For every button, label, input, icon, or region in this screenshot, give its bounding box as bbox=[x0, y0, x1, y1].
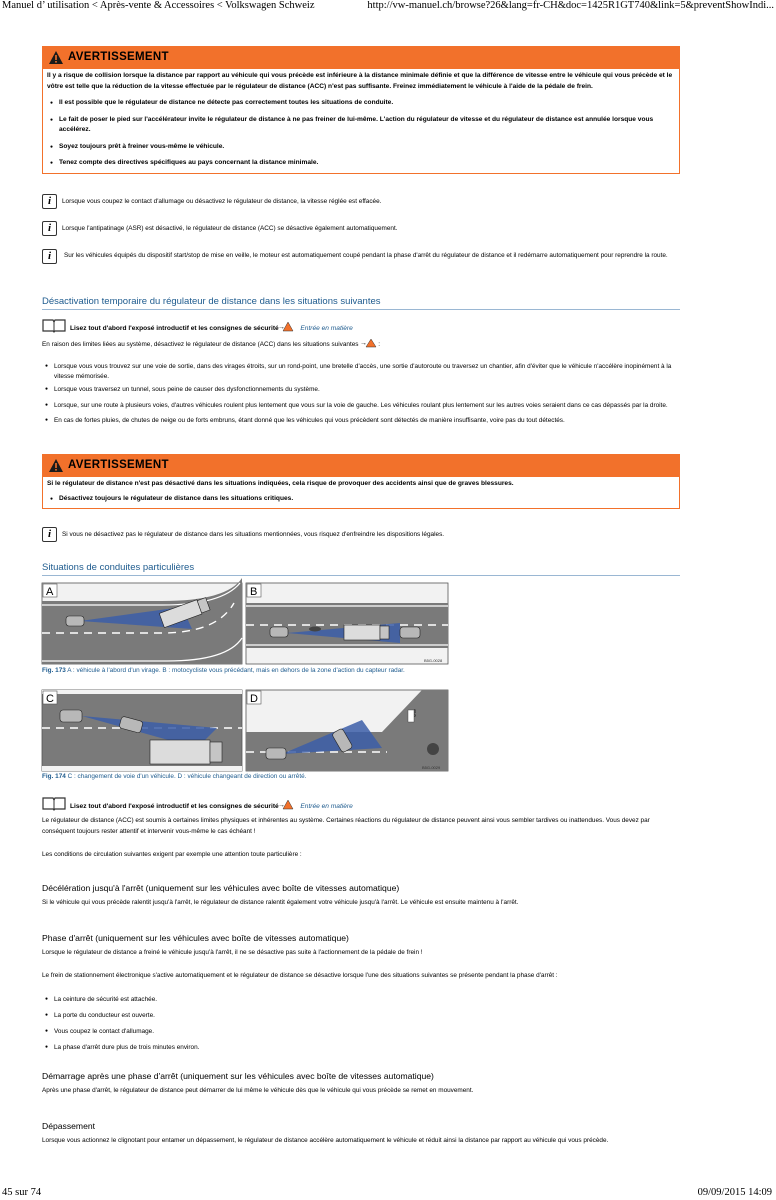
info-note bbox=[42, 194, 682, 208]
print-footer bbox=[0, 1186, 776, 1200]
list-item: ● La ceinture de sécurité est attachée. bbox=[42, 995, 682, 1005]
svg-text:→: → bbox=[277, 324, 285, 331]
list-item: ● Lorsque, sur une route à plusieurs voies, d'autres véhicules roulent plus lentement que vous sur la voie de gauche. Les véhicules roulant plus lentement sur les autres voies seraient dans ce cas dépassés par la droite. bbox=[42, 401, 682, 411]
list-item: ● Lorsque vous traversez un tunnel, sous peine de causer des dysfonctionnements du système. bbox=[42, 385, 682, 395]
figure-number: Fig. 174 bbox=[42, 773, 66, 780]
intro-link[interactable]: Entrée en matière bbox=[300, 325, 353, 332]
warning-title: AVERTISSEMENT bbox=[68, 459, 169, 471]
list-item: ● En cas de fortes pluies, de chutes de neige ou de forts embruns, étant donné que les véhicules qui vous précèdent sont détectés de manière insuffisante, voire pas du tout détectés. bbox=[42, 416, 682, 426]
paragraph: Si le véhicule qui vous précède ralentit jusqu'à l'arrêt, le régulateur de distance ralentit également votre véhicule jusqu'à l'arrêt. Le véhicule est ensuite maintenu à l'arrêt. bbox=[42, 899, 519, 906]
paragraph-text: En raison des limites liées au système, désactivez le régulateur de distance (ACC) dans les situations suivantes bbox=[42, 341, 359, 348]
panel-label: B bbox=[250, 586, 258, 598]
warning-box bbox=[42, 454, 680, 509]
figure-code: B5G-0028 bbox=[424, 658, 443, 663]
warning-triangle-icon bbox=[48, 458, 64, 473]
figure-caption-text: A : véhicule à l'abord d'un virage. B : motocycliste vous précédant, mais en dehors de la zone d'action du capteur radar. bbox=[67, 667, 405, 674]
stop-sign-label: STOP bbox=[413, 708, 417, 717]
warning-item: ● Soyez toujours prêt à freiner vous-même le véhicule. bbox=[47, 142, 675, 153]
info-note bbox=[42, 221, 682, 235]
list-item: ● La phase d'arrêt dure plus de trois minutes environ. bbox=[42, 1043, 682, 1053]
warning-item: ● Tenez compte des directives spécifiques au pays concernant la distance minimale. bbox=[47, 158, 675, 169]
warning-item: ● Il est possible que le régulateur de distance ne détecte pas correctement toutes les situations de conduite. bbox=[47, 98, 675, 109]
paragraph: Lorsque vous actionnez le clignotant pour entamer un dépassement, le régulateur de distance accélère automatiquement le véhicule et réduit ainsi la distance par rapport au véhicule qui vous précède. bbox=[42, 1137, 609, 1144]
info-icon: i bbox=[42, 249, 57, 264]
info-note bbox=[42, 527, 682, 541]
svg-text:→: → bbox=[277, 802, 285, 809]
list-item: ● Lorsque vous vous trouvez sur une voie de sortie, dans des virages étroits, sur un rond-point, une bretelle d'accès, une sortie d'autoroute ou traversez un chantier, afin d'éviter que le véhicule n'accélère inopinément à la vitesse mémorisée. bbox=[42, 362, 682, 381]
figure-174 bbox=[42, 690, 448, 776]
paragraph: Le frein de stationnement électronique s'active automatiquement et le régulateur de distance se désactive lorsque l'une des situations suivantes se présente pendant la phase d'arrêt : bbox=[42, 972, 558, 979]
info-note-text: Si vous ne désactivez pas le régulateur de distance dans les situations mentionnées, vous risquez d'enfreindre les dispositions légales. bbox=[62, 531, 445, 538]
warning-title: AVERTISSEMENT bbox=[68, 51, 169, 63]
info-icon: i bbox=[42, 221, 57, 236]
panel-label: D bbox=[250, 693, 258, 705]
warning-item: ● Le fait de poser le pied sur l'accélérateur invite le régulateur de distance à ne pas freiner de lui-même. L'action du régulateur de vitesse et du régulateur de distance est annulée lorsque vous accélérez. bbox=[47, 115, 675, 136]
paragraph: En raison des limites liées au système, désactivez le régulateur de distance (ACC) dans les situations suivantes → : bbox=[42, 340, 381, 348]
list-item: ● La porte du conducteur est ouverte. bbox=[42, 1011, 682, 1021]
info-note-text: Lorsque vous coupez le contact d'allumage ou désactivez le régulateur de distance, la vitesse réglée est effacée. bbox=[62, 198, 382, 205]
paragraph: Les conditions de circulation suivantes exigent par exemple une attention toute particulière : bbox=[42, 851, 302, 858]
subheading: Dépassement bbox=[42, 1121, 96, 1131]
paragraph: Après une phase d'arrêt, le régulateur de distance peut démarrer de lui même le véhicule dès que le véhicule qui vous précède se remet en mouvement. bbox=[42, 1087, 474, 1094]
figure-code: B5G-0029 bbox=[422, 765, 441, 770]
warning-triangle-icon bbox=[48, 50, 64, 65]
info-icon: i bbox=[42, 194, 57, 209]
subheading: Démarrage après une phase d'arrêt (uniquement sur les véhicules avec boîte de vitesses automatique) bbox=[42, 1071, 434, 1081]
info-note-text: Sur les véhicules équipés du dispositif start/stop de mise en veille, le moteur est automatiquement coupé pendant la phase d'arrêt du régulateur de distance et il redémarre automatiquement pour reprendre la route. bbox=[64, 252, 668, 259]
warning-item: ● Désactivez toujours le régulateur de distance dans les situations critiques. bbox=[47, 494, 675, 505]
figure-caption bbox=[42, 667, 405, 674]
figure-number: Fig. 173 bbox=[42, 667, 66, 674]
print-timestamp: 09/09/2015 14:09 bbox=[697, 1187, 772, 1198]
info-icon: i bbox=[42, 527, 57, 542]
warning-triangle-icon bbox=[360, 338, 378, 348]
svg-text:→: → bbox=[360, 340, 368, 347]
panel-label: C bbox=[46, 693, 54, 705]
info-note-text: Lorsque l'antipatinage (ASR) est désactivé, le régulateur de distance (ACC) se désactive également automatiquement. bbox=[62, 225, 398, 232]
warning-header bbox=[43, 47, 679, 69]
panel-label: A bbox=[46, 586, 54, 598]
warning-header bbox=[43, 455, 679, 477]
book-icon bbox=[42, 318, 66, 332]
bullet-list bbox=[42, 362, 682, 426]
paragraph: Le régulateur de distance (ACC) est soumis à certaines limites physiques et inhérentes au système. Certaines réactions du régulateur de distance peuvent ainsi vous sembler tardives ou inattendues. Vous devez par conséquent toujours rester attentif et intervenir vous-même le cas échéant ! bbox=[42, 817, 650, 835]
section-heading: Désactivation temporaire du régulateur de distance dans les situations suivantes bbox=[42, 296, 680, 310]
figure-caption bbox=[42, 773, 306, 780]
list-item: ● Vous coupez le contact d'allumage. bbox=[42, 1027, 682, 1037]
figure-173-illustration bbox=[42, 583, 448, 664]
read-first-text: Lisez tout d'abord l'exposé introductif et les consignes de sécurité bbox=[70, 325, 279, 332]
figure-caption-text: C : changement de voie d'un véhicule. D : véhicule changeant de direction ou arrêté. bbox=[67, 773, 307, 780]
page-count: 45 sur 74 bbox=[2, 1187, 42, 1198]
info-note bbox=[42, 249, 682, 262]
paragraph: Lorsque le régulateur de distance a freiné le véhicule jusqu'à l'arrêt, il ne se désactive pas suite à l'actionnement de la pédale de frein ! bbox=[42, 949, 423, 956]
intro-link[interactable]: Entrée en matière bbox=[300, 803, 353, 810]
warning-text: Il y a risque de collision lorsque la distance par rapport au véhicule qui vous précède est inférieure à la distance minimale définie et que la différence de vitesse entre le véhicule qui vous précède et le vôtre est telle que la réduction de la vitesse effectuée par le régulateur de distance (ACC) n'est pas suffisante. Freinez immédiatement le véhicule à l'aide de la pédale de frein. bbox=[47, 72, 673, 90]
book-icon bbox=[42, 796, 66, 810]
warning-box bbox=[42, 46, 680, 174]
bullet-list bbox=[42, 995, 682, 1053]
subheading: Phase d'arrêt (uniquement sur les véhicules avec boîte de vitesses automatique) bbox=[42, 933, 349, 943]
print-header-title: Manuel d’ utilisation < Après-vente & Accessoires < Volkswagen Schweiz bbox=[2, 0, 315, 11]
subheading: Décélération jusqu'à l'arrêt (uniquement sur les véhicules avec boîte de vitesses automatique) bbox=[42, 883, 400, 893]
figure-173 bbox=[42, 583, 448, 669]
print-header-url: http://vw-manuel.ch/browse?26&lang=fr-CH&doc=1425R1GT740&link=5&preventShowIndi... bbox=[367, 0, 774, 11]
figure-174-illustration bbox=[42, 690, 448, 771]
warning-triangle-icon bbox=[277, 321, 293, 332]
print-header bbox=[0, 0, 776, 14]
warning-triangle-icon bbox=[277, 799, 293, 810]
section-heading: Situations de conduites particulières bbox=[42, 562, 680, 576]
warning-text: Si le régulateur de distance n'est pas désactivé dans les situations indiquées, cela risque de provoquer des accidents ainsi que de graves blessures. bbox=[47, 480, 514, 487]
read-first-text: Lisez tout d'abord l'exposé introductif et les consignes de sécurité bbox=[70, 803, 279, 810]
